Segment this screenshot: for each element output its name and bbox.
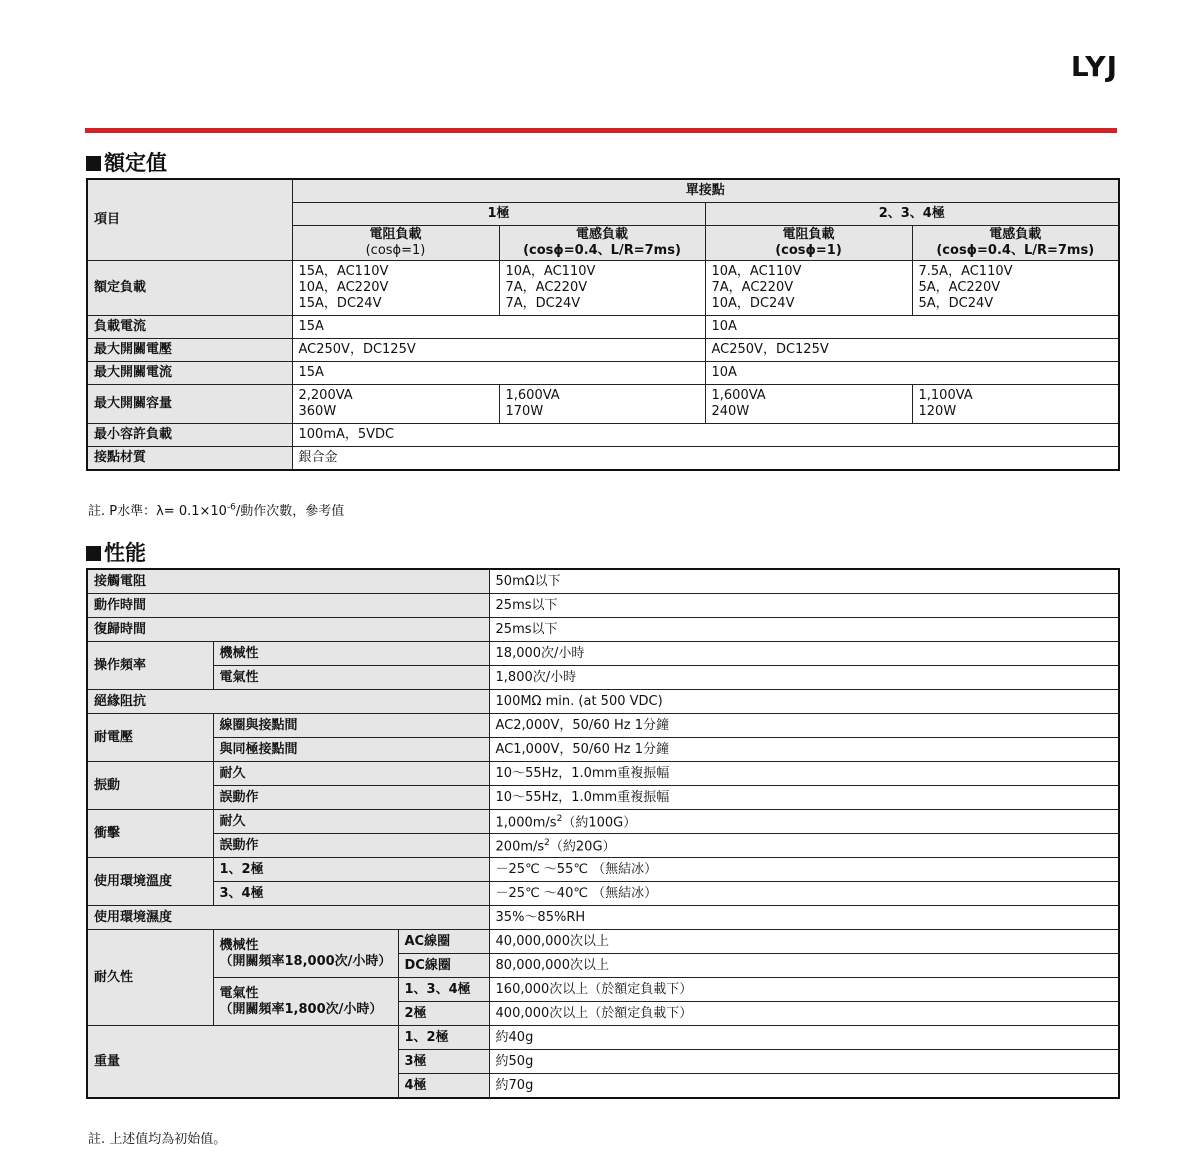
vibration-malfunction-label: 誤動作 xyxy=(213,786,489,810)
temp-34pole-value: －25℃ ～40℃ （無結冰） xyxy=(489,882,1119,906)
life-134pole-label: 1、3、4極 xyxy=(398,978,489,1002)
vibration-durability-value: 10～55Hz，1.0mm重複振幅 xyxy=(489,762,1119,786)
load-current-234pole: 10A xyxy=(705,316,1119,339)
weight-label: 重量 xyxy=(87,1026,398,1099)
res-load-header-1: 電阻負載 (cosϕ=1) xyxy=(292,226,499,261)
dielectric-coil-value: AC2,000V，50/60 Hz 1分鐘 xyxy=(489,714,1119,738)
life-elec-label: 電氣性 （開關頻率1,800次/小時） xyxy=(213,978,398,1026)
temp-12pole-label: 1、2極 xyxy=(213,858,489,882)
life-ac-coil-value: 40,000,000次以上 xyxy=(489,930,1119,954)
rating-note: 註. P水準：$\lambda= 0.1\times 10^{-6}/$動作次數，參考值 xyxy=(88,502,345,519)
rating-heading xyxy=(86,147,167,177)
max-capacity-ind-1: 1,600VA 170W xyxy=(499,385,705,424)
vibration-label: 振動 xyxy=(87,762,213,810)
life-ac-coil-label: AC線圈 xyxy=(398,930,489,954)
temp-34pole-label: 3、4極 xyxy=(213,882,489,906)
freq-elec-label: 電氣性 xyxy=(213,666,489,690)
life-dc-coil-label: DC線圈 xyxy=(398,954,489,978)
contact-resistance-label: 接觸電阻 xyxy=(87,569,489,594)
freq-mech-label: 機械性 xyxy=(213,642,489,666)
performance-note: 註. 上述值均為初始值。 xyxy=(88,1132,227,1147)
max-current-234pole: 10A xyxy=(705,362,1119,385)
weight-3pole-label: 3極 xyxy=(398,1050,489,1074)
rated-load-label: 額定負載 xyxy=(87,261,292,316)
shock-durability-value: $1,000m/s^2$（約100G） xyxy=(489,810,1119,834)
pole234-header: 2、3、4極 xyxy=(705,203,1119,226)
insulation-value: 100MΩ min. (at 500 VDC) xyxy=(489,690,1119,714)
life-134pole-value: 160,000次以上（於額定負載下） xyxy=(489,978,1119,1002)
pole1-header: 1極 xyxy=(292,203,705,226)
item-label: 項目 xyxy=(87,179,292,261)
vibration-malfunction-value: 10～55Hz，1.0mm重複振幅 xyxy=(489,786,1119,810)
performance-table xyxy=(86,568,1120,1099)
humidity-value: 35%～85%RH xyxy=(489,906,1119,930)
max-capacity-ind-2: 1,100VA 120W xyxy=(912,385,1119,424)
material-label: 接點材質 xyxy=(87,447,292,471)
temp-label: 使用環境溫度 xyxy=(87,858,213,906)
freq-elec-value: 1,800次/小時 xyxy=(489,666,1119,690)
freq-mech-value: 18,000次/小時 xyxy=(489,642,1119,666)
load-current-label: 負載電流 xyxy=(87,316,292,339)
ind-load-header-1: 電感負載 (cosϕ=0.4、L/R=7ms) xyxy=(499,226,705,261)
rated-load-res-1: 15A，AC110V 10A，AC220V 15A，DC24V xyxy=(292,261,499,316)
life-mech-label: 機械性 （開關頻率18,000次/小時） xyxy=(213,930,398,978)
max-voltage-234pole: AC250V，DC125V xyxy=(705,339,1119,362)
dielectric-pole-label: 與同極接點間 xyxy=(213,738,489,762)
temp-12pole-value: －25℃ ～55℃ （無結冰） xyxy=(489,858,1119,882)
max-current-1pole: 15A xyxy=(292,362,705,385)
dielectric-pole-value: AC1,000V，50/60 Hz 1分鐘 xyxy=(489,738,1119,762)
header-divider xyxy=(85,128,1117,133)
operate-time-label: 動作時間 xyxy=(87,594,489,618)
dielectric-coil-label: 線圈與接點間 xyxy=(213,714,489,738)
rated-load-ind-2: 7.5A，AC110V 5A，AC220V 5A，DC24V xyxy=(912,261,1119,316)
ind-load-header-2: 電感負載 (cosϕ=0.4、L/R=7ms) xyxy=(912,226,1119,261)
life-dc-coil-value: 80,000,000次以上 xyxy=(489,954,1119,978)
insulation-label: 絕緣阻抗 xyxy=(87,690,489,714)
life-label: 耐久性 xyxy=(87,930,213,1026)
max-capacity-res-2: 1,600VA 240W xyxy=(705,385,912,424)
life-2pole-label: 2極 xyxy=(398,1002,489,1026)
shock-label: 衝擊 xyxy=(87,810,213,858)
model-name: LYJ xyxy=(1070,50,1118,83)
freq-label: 操作頻率 xyxy=(87,642,213,690)
shock-malfunction-value: $200m/s^2$（約20G） xyxy=(489,834,1119,858)
rating-title: 額定值 xyxy=(104,151,167,175)
release-time-value: 25ms以下 xyxy=(489,618,1119,642)
dielectric-label: 耐電壓 xyxy=(87,714,213,762)
max-capacity-res-1: 2,200VA 360W xyxy=(292,385,499,424)
square-bullet-icon xyxy=(86,546,101,561)
weight-4pole-value: 約70g xyxy=(489,1074,1119,1099)
performance-title: 性能 xyxy=(104,541,146,565)
shock-durability-label: 耐久 xyxy=(213,810,489,834)
load-current-1pole: 15A xyxy=(292,316,705,339)
single-contact-header: 單接點 xyxy=(292,179,1119,203)
weight-12pole-label: 1、2極 xyxy=(398,1026,489,1050)
max-capacity-label: 最大開關容量 xyxy=(87,385,292,424)
weight-3pole-value: 約50g xyxy=(489,1050,1119,1074)
max-voltage-1pole: AC250V，DC125V xyxy=(292,339,705,362)
material-value: 銀合金 xyxy=(292,447,1119,471)
res-load-header-2: 電阻負載 (cosϕ=1) xyxy=(705,226,912,261)
weight-12pole-value: 約40g xyxy=(489,1026,1119,1050)
weight-4pole-label: 4極 xyxy=(398,1074,489,1099)
life-2pole-value: 400,000次以上（於額定負載下） xyxy=(489,1002,1119,1026)
humidity-label: 使用環境濕度 xyxy=(87,906,489,930)
release-time-label: 復歸時間 xyxy=(87,618,489,642)
performance-heading xyxy=(86,537,146,567)
max-current-label: 最大開關電流 xyxy=(87,362,292,385)
min-load-label: 最小容許負載 xyxy=(87,424,292,447)
square-bullet-icon xyxy=(86,156,101,171)
rated-load-ind-1: 10A，AC110V 7A，AC220V 7A，DC24V xyxy=(499,261,705,316)
min-load-value: 100mA，5VDC xyxy=(292,424,1119,447)
shock-malfunction-label: 誤動作 xyxy=(213,834,489,858)
max-voltage-label: 最大開關電壓 xyxy=(87,339,292,362)
rated-load-res-2: 10A，AC110V 7A，AC220V 10A，DC24V xyxy=(705,261,912,316)
operate-time-value: 25ms以下 xyxy=(489,594,1119,618)
rating-table xyxy=(86,178,1120,471)
contact-resistance-value: 50mΩ以下 xyxy=(489,569,1119,594)
vibration-durability-label: 耐久 xyxy=(213,762,489,786)
